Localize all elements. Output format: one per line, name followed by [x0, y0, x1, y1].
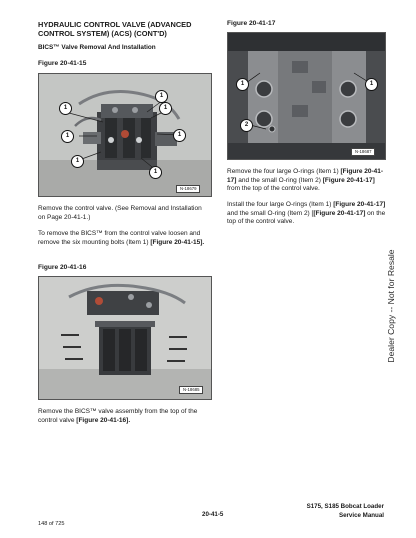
figure-15-caption: Figure 20-41-15 [38, 60, 87, 67]
figure-reference-number: N-18685 [179, 386, 203, 394]
instruction-text: from the top of the control valve. [227, 185, 320, 193]
remove-control-valve-text [38, 205, 210, 222]
figure-15-photo [38, 73, 212, 197]
model-name: S175, S185 Bobcat Loader [306, 503, 384, 510]
callout-item-1: 1 [236, 78, 249, 91]
callout-item-1: 1 [61, 130, 74, 143]
figure-16-photo [38, 276, 212, 400]
page-count: 148 of 725 [38, 521, 65, 527]
figure-reference-number: N-18679 [176, 185, 200, 193]
callout-item-1: 1 [365, 78, 378, 91]
callout-item-2: 2 [240, 119, 253, 132]
cross-reference-text: (See Removal and Installation on Page 20-41-1.) [38, 205, 202, 221]
bics-removed-illustration [39, 277, 211, 399]
figure-17-caption: Figure 20-41-17 [227, 20, 276, 27]
figure-17-photo [227, 32, 386, 160]
instruction-text: Remove the control valve. [38, 205, 114, 212]
callout-item-1: 1 [59, 102, 72, 115]
figure-reference: [Figure 20-41-16] [76, 416, 129, 424]
callout-item-1: 1 [71, 155, 84, 168]
instruction-text: Remove the four large O-rings (Item 1) [227, 168, 341, 175]
section-subtitle: BICS™ Valve Removal And Installation [38, 44, 156, 51]
instruction-text: Remove the BICS™ valve assembly from the top of the control valve [38, 408, 198, 424]
dealer-copy-watermark: Dealer Copy -- Not for Resale [386, 249, 396, 363]
figure-reference: [Figure 20-41-17] [227, 168, 384, 184]
callout-item-1: 1 [159, 102, 172, 115]
punctuation: . [128, 416, 131, 424]
instruction-text: on the top of the control valve. [227, 209, 386, 226]
figure-reference-number: N-18687 [351, 148, 375, 156]
figure-reference: [Figure 20-41-17] [333, 201, 386, 208]
remove-bics-assembly-text [38, 408, 210, 425]
install-o-rings-text [227, 201, 387, 227]
instruction-text: and the small O-ring (Item 2) [ [227, 209, 314, 217]
figure-reference: [Figure 20-41-17] [313, 209, 366, 217]
control-valve-top-illustration [228, 33, 385, 159]
figure-reference: [Figure 20-41-15] [150, 238, 203, 246]
page-number: 20-41-5 [202, 511, 224, 518]
callout-item-1: 1 [149, 166, 162, 179]
figure-reference: [Figure 20-41-17] [322, 176, 375, 184]
instruction-text: To remove the BICS™ from the control valve loosen and remove the six mounting bolts (Item 1) [38, 230, 201, 246]
callout-item-1: 1 [173, 129, 186, 142]
remove-bics-bolts-text [38, 230, 210, 247]
punctuation: . [202, 238, 205, 246]
manual-name: Service Manual [338, 512, 384, 519]
section-title: HYDRAULIC CONTROL VALVE (ADVANCED CONTROL SYSTEM) (ACS) (CONT'D) [38, 20, 192, 38]
figure-16-caption: Figure 20-41-16 [38, 264, 87, 271]
instruction-text: Install the four large O-rings (Item 1) [227, 201, 334, 208]
remove-o-rings-text [227, 168, 387, 194]
instruction-text: and the small O-ring (Item 2) [236, 176, 323, 184]
callout-item-1: 1 [155, 90, 168, 103]
